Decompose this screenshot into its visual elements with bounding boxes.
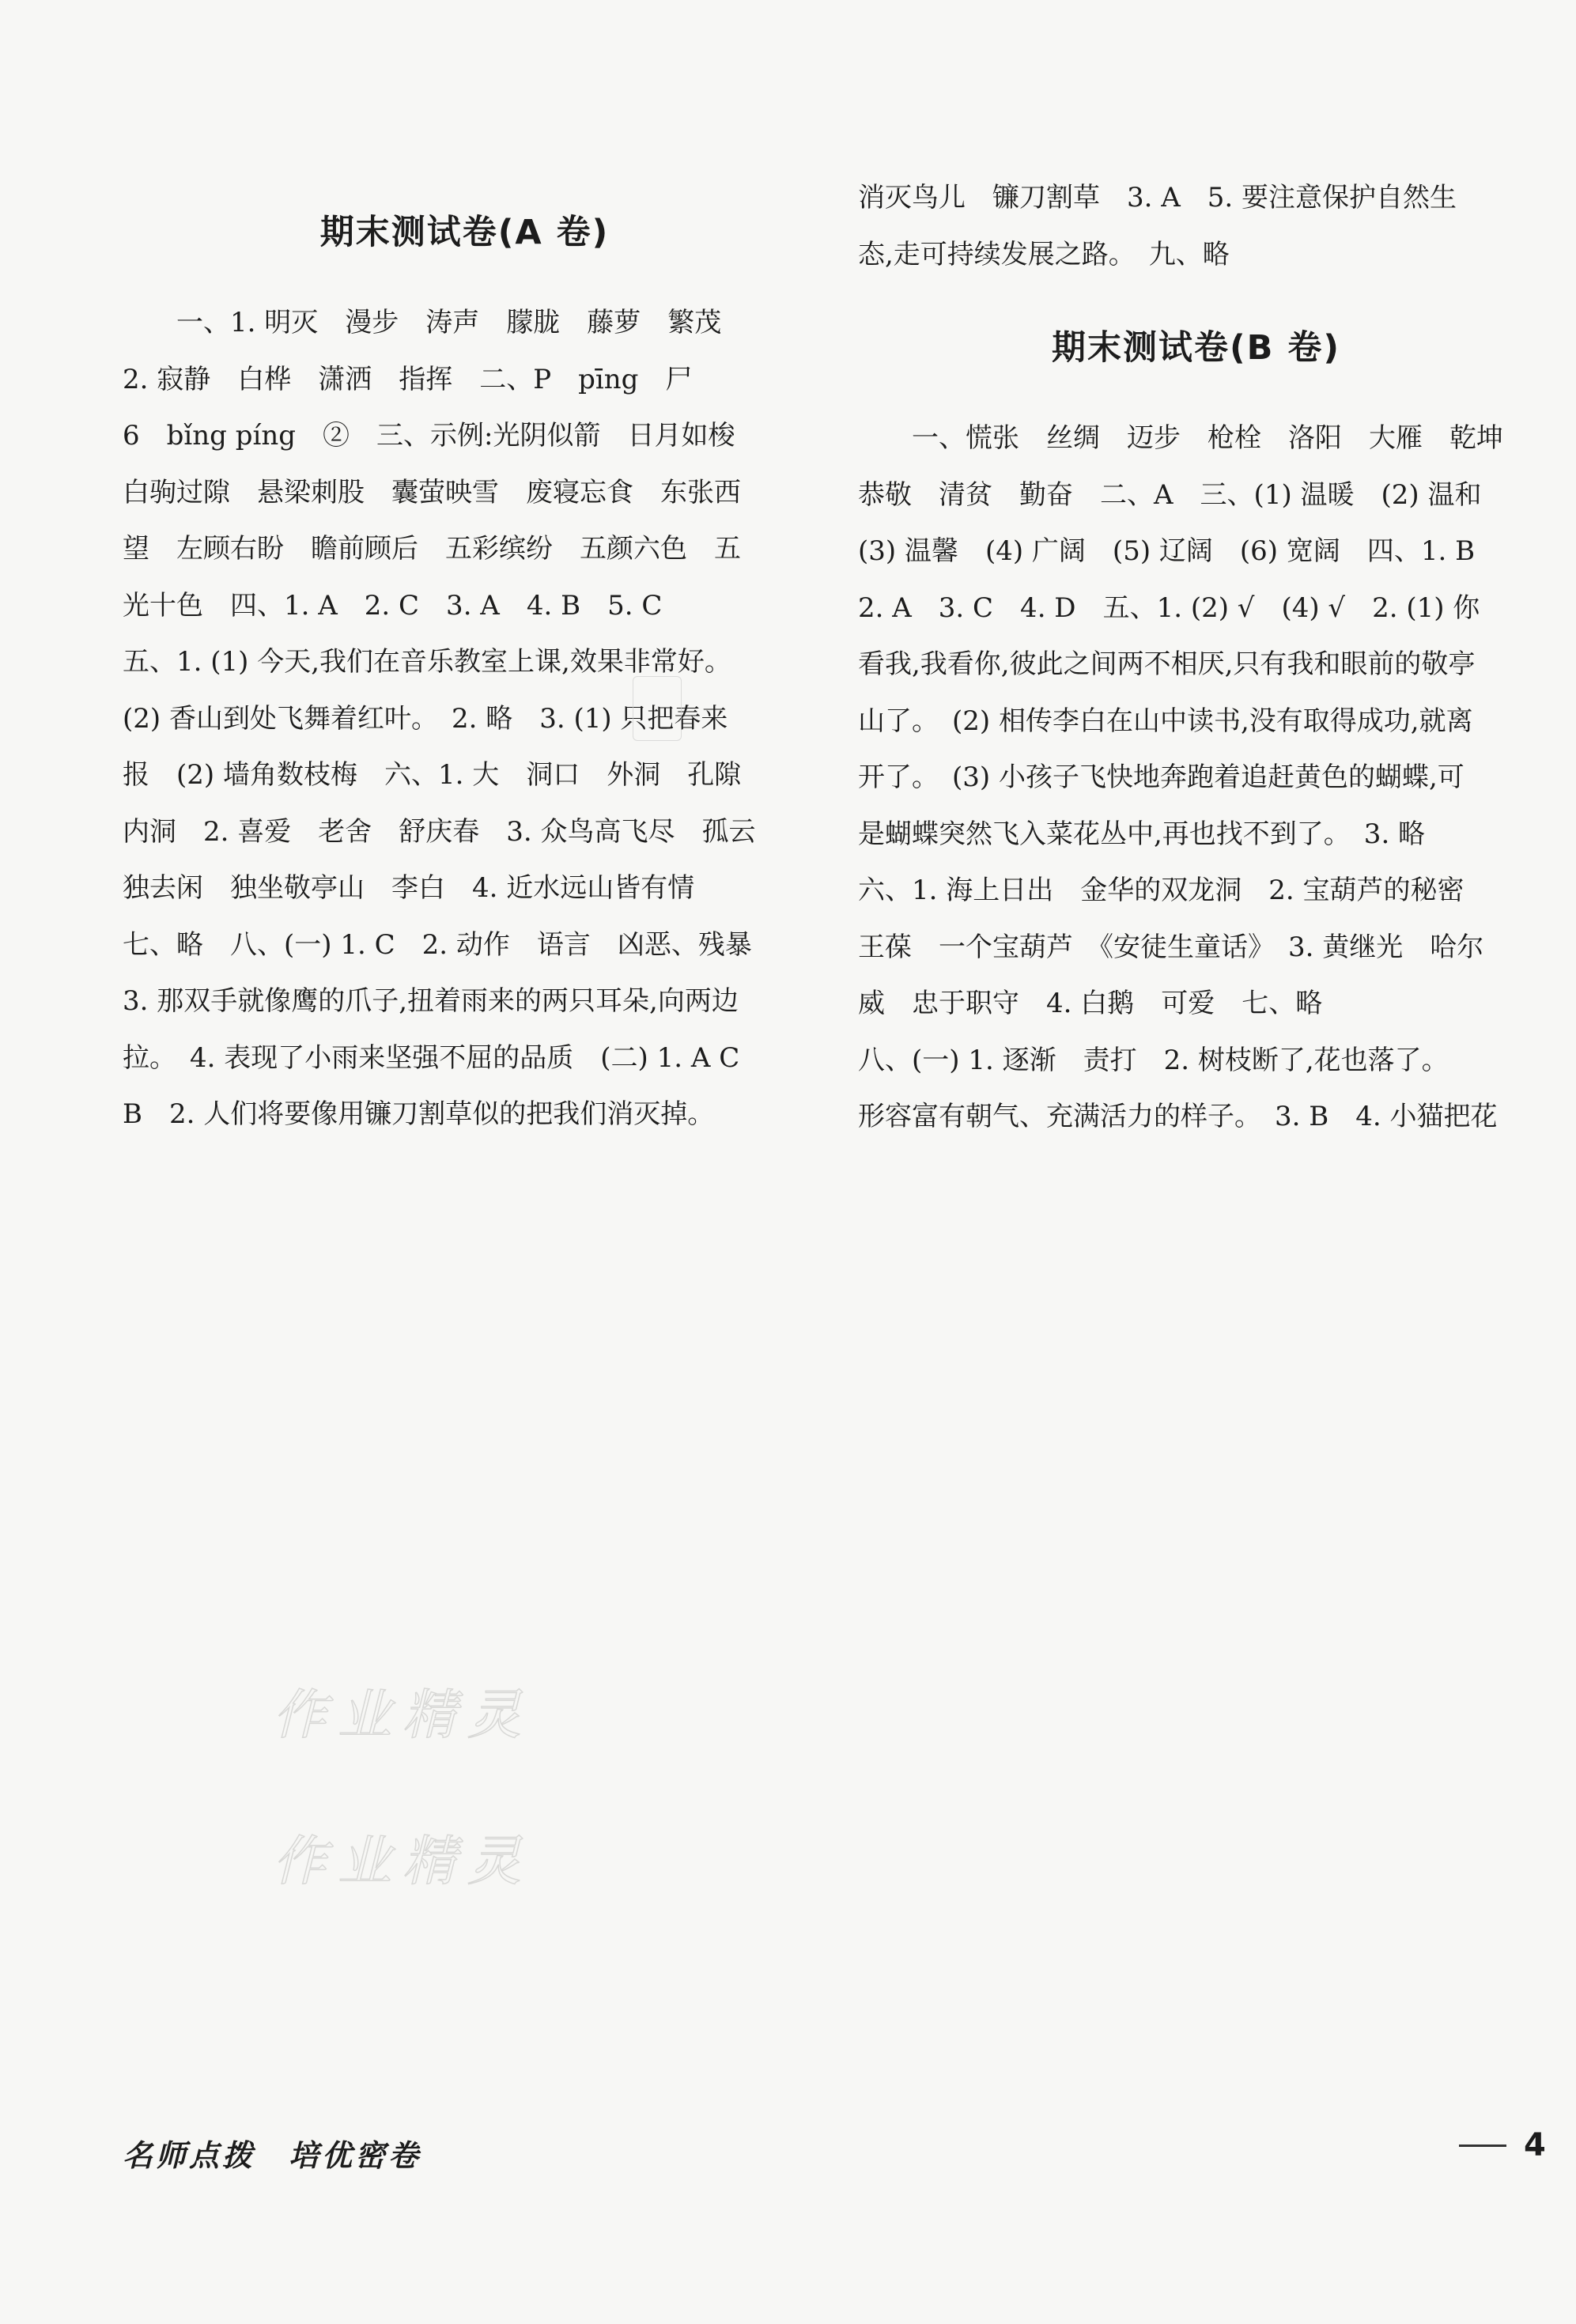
section-title-a: 期末测试卷(A 卷) — [319, 213, 610, 252]
answers-a — [123, 295, 807, 1143]
faint-stamp-mark — [633, 676, 682, 741]
answers-a-continued — [858, 170, 1534, 283]
answer-line: 白驹过隙 悬梁刺股 囊萤映雪 废寝忘食 东张西 — [123, 476, 741, 508]
dash-icon — [1459, 2145, 1506, 2147]
answer-line: 2. 寂静 白桦 潇洒 指挥 二、P pīng 尸 — [123, 363, 693, 395]
answer-line: 一、慌张 丝绸 迈步 枪栓 洛阳 大雁 乾坤 — [858, 422, 1503, 454]
answer-line: 六、1. 海上日出 金华的双龙洞 2. 宝葫芦的秘密 — [858, 875, 1465, 906]
answer-line: 是蝴蝶突然飞入菜花丛中,再也找不到了。 3. 略 — [858, 818, 1426, 850]
answer-line: 开了。 (3) 小孩子飞快地奔跑着追赶黄色的蝴蝶,可 — [858, 761, 1465, 793]
answers-b — [858, 410, 1534, 1146]
left-column — [123, 166, 807, 1143]
answer-line: 威 忠于职守 4. 白鹅 可爱 七、略 — [858, 988, 1323, 1019]
answer-line: (3) 温馨 (4) 广阔 (5) 辽阔 (6) 宽阔 四、1. B — [858, 535, 1476, 567]
answer-line: 态,走可持续发展之路。 九、略 — [858, 238, 1230, 270]
answer-line: (2) 香山到处飞舞着红叶。 2. 略 3. (1) 只把春来 — [123, 702, 728, 735]
answer-line: 望 左顾右盼 瞻前顾后 五彩缤纷 五颜六色 五 — [123, 533, 741, 565]
answer-line: 3. 那双手就像鹰的爪子,扭着雨来的两只耳朵,向两边 — [123, 985, 739, 1017]
watermark-text: 作业精灵 — [273, 1831, 533, 1893]
watermark-text: 作业精灵 — [273, 1684, 533, 1747]
answer-line: 五、1. (1) 今天,我们在音乐教室上课,效果非常好。 — [123, 646, 731, 678]
answer-line: 形容富有朝气、充满活力的样子。 3. B 4. 小猫把花 — [858, 1101, 1498, 1132]
answer-line: 内洞 2. 喜爱 老舍 舒庆春 3. 众鸟高飞尽 孤云 — [123, 815, 756, 848]
answer-line: 消灭鸟儿 镰刀割草 3. A 5. 要注意保护自然生 — [858, 182, 1457, 214]
answer-line: 独去闲 独坐敬亭山 李白 4. 近水远山皆有情 — [123, 872, 695, 904]
answer-line: 光十色 四、1. A 2. C 3. A 4. B 5. C — [123, 589, 663, 622]
right-column — [858, 170, 1534, 1146]
answer-line: 王葆 一个宝葫芦 《安徒生童话》 3. 黄继光 哈尔 — [858, 931, 1484, 963]
answer-line: 报 (2) 墙角数枝梅 六、1. 大 洞口 外洞 孔隙 — [123, 759, 742, 791]
answer-line: 拉。 4. 表现了小雨来坚强不屈的品质 (二) 1. A C — [123, 1041, 740, 1074]
answer-line: 6 bǐng píng ② 三、示例:光阴似箭 日月如梭 — [123, 420, 735, 452]
page-number — [1459, 2127, 1546, 2163]
page-number-value: 4 — [1524, 2127, 1546, 2163]
answer-line: 2. A 3. C 4. D 五、1. (2) √ (4) √ 2. (1) 你 — [858, 591, 1480, 624]
answer-line: B 2. 人们将要像用镰刀割草似的把我们消灭掉。 — [123, 1098, 715, 1130]
answer-line: 恭敬 清贫 勤奋 二、A 三、(1) 温暖 (2) 温和 — [858, 478, 1482, 511]
answer-line: 一、1. 明灭 漫步 涛声 朦胧 藤萝 繁茂 — [123, 307, 722, 338]
answer-line: 八、(一) 1. 逐渐 责打 2. 树枝断了,花也落了。 — [858, 1044, 1449, 1076]
footer-brand: 名师点拨 培优密卷 — [123, 2137, 422, 2173]
section-title-b: 期末测试卷(B 卷) — [1051, 328, 1341, 368]
answer-line: 看我,我看你,彼此之间两不相厌,只有我和眼前的敬亭 — [858, 648, 1476, 680]
answer-line: 山了。 (2) 相传李白在山中读书,没有取得成功,就离 — [858, 705, 1473, 737]
answer-line: 七、略 八、(一) 1. C 2. 动作 语言 凶恶、残暴 — [123, 928, 752, 961]
